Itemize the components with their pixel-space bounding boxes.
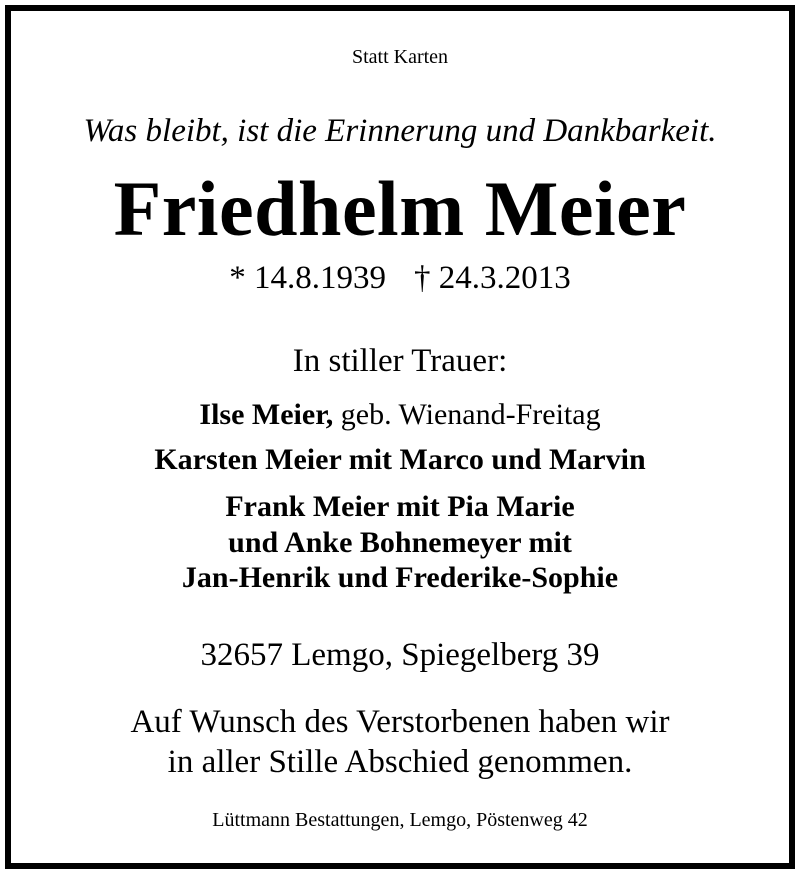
header-note: Statt Karten [351,46,449,68]
family-line-5: Jan-Henrik und Frederike-Sophie [181,561,619,594]
death-date: † 24.3.2013 [414,260,571,296]
family-line-1-name: Ilse Meier, [199,398,334,431]
motto-quote: Was bleibt, ist die Erinnerung und Dankbarkeit. [83,113,717,149]
funeral-home: Lüttmann Bestattungen, Lemgo, Pöstenweg 42 [212,809,588,831]
address: 32657 Lemgo, Spiegelberg 39 [200,637,600,673]
family-line-3: Frank Meier mit Pia Marie [225,490,575,523]
life-dates [0,262,800,295]
deceased-name: Friedhelm Meier [113,165,687,252]
closing-line-1: Auf Wunsch des Verstorbenen haben wir [130,704,670,740]
mourning-intro: In stiller Trauer: [292,343,508,379]
family-line-2: Karsten Meier mit Marco und Marvin [154,443,646,476]
birth-date: * 14.8.1939 [229,260,386,296]
family-line-1-maiden: geb. Wienand-Freitag [333,398,601,431]
closing-line-2: in aller Stille Abschied genommen. [167,744,633,780]
family-line-4: und Anke Bohnemeyer mit [228,526,572,559]
family-line-1 [0,400,800,430]
